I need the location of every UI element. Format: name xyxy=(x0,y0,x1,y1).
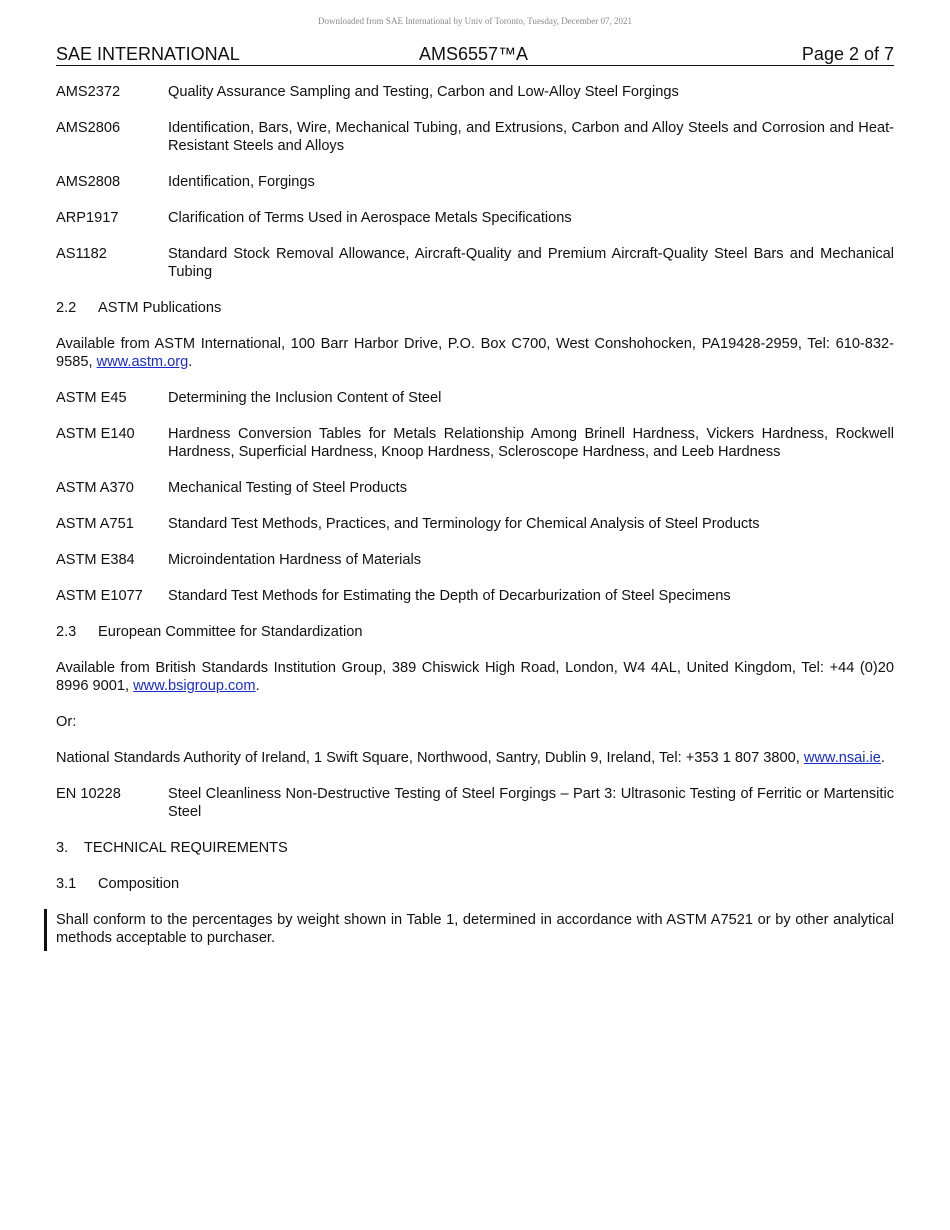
section-heading-3 xyxy=(56,839,894,857)
astm-website-link[interactable]: www.astm.org xyxy=(96,354,189,370)
header-page-number: Page 2 of 7 xyxy=(801,44,894,64)
reference-code: AMS2372 xyxy=(56,84,121,100)
bsigroup-website-link[interactable]: www.bsigroup.com xyxy=(133,678,256,694)
header-org: SAE INTERNATIONAL xyxy=(56,44,240,64)
reference-entry xyxy=(56,479,894,497)
reference-entry xyxy=(56,173,894,191)
reference-entry xyxy=(56,515,894,533)
reference-code: ARP1917 xyxy=(56,210,119,226)
composition-paragraph: Shall conform to the percentages by weight shown in Table 1, determined in accordance with ASTM A7521 or by other analytical methods acceptable to purchaser. xyxy=(56,912,894,946)
reference-title: Identification, Forgings xyxy=(168,174,315,190)
nsai-website-link[interactable]: www.nsai.ie xyxy=(803,750,881,766)
section-heading-2-2 xyxy=(56,299,894,317)
reference-entry xyxy=(56,587,894,605)
reference-title: Hardness Conversion Tables for Metals Relationship Among Brinell Hardness, Vickers Hardness, Rockwell Hardness, Superficial Hardness, Knoop Hardness, Scleroscope Hardness, and Leeb Hardness xyxy=(168,426,894,460)
reference-title: Steel Cleanliness Non-Destructive Testing of Steel Forgings – Part 3: Ultrasonic Testing of Ferritic or Martensitic Steel xyxy=(168,786,894,820)
section-heading-3-1 xyxy=(56,875,894,893)
reference-entry xyxy=(56,245,894,281)
reference-code: ASTM A751 xyxy=(56,516,134,532)
revision-change-bar xyxy=(44,909,47,951)
reference-code: ASTM E140 xyxy=(56,426,135,442)
reference-entry xyxy=(56,425,894,461)
section-number: 3. xyxy=(56,840,69,856)
or-text: Or: xyxy=(56,714,77,730)
reference-title: Standard Stock Removal Allowance, Aircraft-Quality and Premium Aircraft-Quality Steel Bars and Mechanical Tubing xyxy=(168,246,894,280)
reference-entry xyxy=(56,209,894,227)
reference-entry xyxy=(56,785,894,821)
document-body xyxy=(56,83,894,965)
reference-entry xyxy=(56,551,894,569)
section-number: 2.2 xyxy=(56,300,77,316)
reference-title: Mechanical Testing of Steel Products xyxy=(168,480,408,496)
reference-code: AMS2806 xyxy=(56,120,121,136)
reference-code: ASTM E384 xyxy=(56,552,135,568)
reference-entry xyxy=(56,83,894,101)
reference-title: Quality Assurance Sampling and Testing, Carbon and Low-Alloy Steel Forgings xyxy=(168,84,679,100)
page-header xyxy=(56,44,894,66)
section-title: TECHNICAL REQUIREMENTS xyxy=(84,840,288,856)
reference-title: Identification, Bars, Wire, Mechanical Tubing, and Extrusions, Carbon and Alloy Steels and Corrosion and Heat-Resistant Steels and Alloys xyxy=(168,120,894,154)
section-title: ASTM Publications xyxy=(98,300,222,316)
section-title: Composition xyxy=(98,876,180,892)
astm-availability-paragraph: Available from ASTM International, 100 Barr Harbor Drive, P.O. Box C700, West Conshohocken, PA19428-2959, Tel: 610-832-9585, www.astm.org. xyxy=(56,336,894,370)
reference-code: AS1182 xyxy=(56,246,107,262)
reference-code: ASTM A370 xyxy=(56,480,134,496)
section-heading-2-3 xyxy=(56,623,894,641)
reference-title: Clarification of Terms Used in Aerospace Metals Specifications xyxy=(168,210,572,226)
section-number: 2.3 xyxy=(56,624,77,640)
reference-code: EN 10228 xyxy=(56,786,121,802)
reference-entry xyxy=(56,119,894,155)
reference-entry xyxy=(56,389,894,407)
nsai-availability-paragraph: National Standards Authority of Ireland, 1 Swift Square, Northwood, Santry, Dublin 9, Ireland, Tel: +353 1 807 3800, www.nsai.ie. xyxy=(56,750,885,766)
reference-title: Standard Test Methods for Estimating the Depth of Decarburization of Steel Specimens xyxy=(168,588,731,604)
bsi-availability-paragraph: Available from British Standards Institution Group, 389 Chiswick High Road, London, W4 4AL, United Kingdom, Tel: +44 (0)20 8996 9001, www.bsigroup.com. xyxy=(56,660,894,694)
download-watermark: Downloaded from SAE International by Univ of Toronto, Tuesday, December 07, 2021 xyxy=(317,16,633,26)
reference-title: Determining the Inclusion Content of Steel xyxy=(168,390,442,406)
header-doc-id: AMS6557™A xyxy=(419,44,529,64)
reference-title: Standard Test Methods, Practices, and Terminology for Chemical Analysis of Steel Products xyxy=(168,516,760,532)
section-title: European Committee for Standardization xyxy=(98,624,363,640)
section-number: 3.1 xyxy=(56,876,77,892)
reference-code: AMS2808 xyxy=(56,174,121,190)
reference-code: ASTM E45 xyxy=(56,390,127,406)
reference-title: Microindentation Hardness of Materials xyxy=(168,552,422,568)
reference-code: ASTM E1077 xyxy=(56,588,143,604)
